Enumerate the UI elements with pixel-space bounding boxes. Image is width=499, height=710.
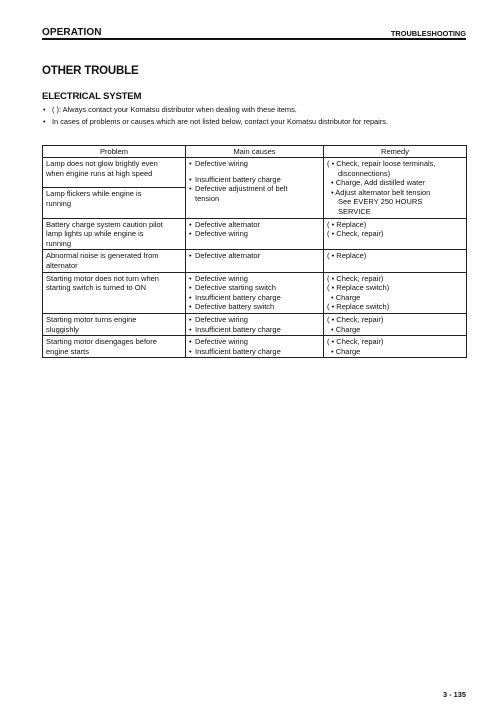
cause-line: • Insufficient battery charge: [189, 174, 281, 184]
table-row: [43, 158, 467, 188]
troubleshooting-table: [42, 145, 467, 358]
note-item: [42, 116, 472, 128]
page-header: [42, 24, 466, 40]
table-row: [43, 313, 467, 335]
remedy-cell: ( • Replace) ( • Check, repair): [324, 218, 467, 250]
remedy-cell: ( • Check, repair) • Charge: [324, 313, 467, 335]
column-header: Main causes: [186, 146, 324, 158]
problem-cell: [43, 158, 186, 188]
table-row: [43, 336, 467, 358]
table-header-row: [43, 146, 467, 158]
chapter-title: TROUBLESHOOTING: [390, 29, 466, 38]
problem-line: when engine runs at high speed: [46, 168, 153, 178]
remedy-line: SERVICE: [338, 206, 371, 216]
problem-line: Lamp flickers while engine is: [46, 189, 142, 199]
bullet: •: [43, 105, 46, 114]
remedy-cell: ( • Check, repair) • Charge: [324, 336, 467, 358]
remedy-line: See EVERY 250 HOURS: [338, 197, 423, 207]
remedy-line: disconnections): [338, 168, 391, 178]
note-item: [42, 104, 472, 116]
header-rule: [42, 38, 466, 40]
table-row: [43, 218, 467, 250]
problem-line: Lamp does not glow brightly even: [46, 159, 158, 168]
problem-cell: Battery charge system caution pilot lamp lights up while engine is running: [43, 218, 186, 250]
cause-line: tension: [195, 193, 220, 203]
problem-cell: [43, 188, 186, 218]
problem-cell: Abnormal noise is generated from alternator: [43, 250, 186, 272]
cause-line: • Defective adjustment of belt: [189, 184, 288, 194]
remedy-cell: ( • Check, repair) ( • Replace switch) • Charge ( • Replace switch): [324, 272, 467, 313]
problem-cell: Starting motor turns engine sluggishly: [43, 313, 186, 335]
problem-cell: Starting motor disengages before engine starts: [43, 336, 186, 358]
causes-cell: • Defective wiring • Insufficient battery charge: [186, 336, 324, 358]
remedy-cell: [324, 158, 467, 219]
table-row: [43, 272, 467, 313]
remedy-line: ( • Check, repair loose terminals,: [327, 159, 436, 168]
problem-cell: Starting motor does not turn when starting switch is turned to ON: [43, 272, 186, 313]
page-number: 3 - 135: [442, 690, 466, 699]
column-header: Remedy: [324, 146, 467, 158]
causes-cell: [186, 158, 324, 219]
column-header: Problem: [43, 146, 186, 158]
cause-line: • Defective wiring: [189, 159, 248, 168]
table-row: [43, 250, 467, 272]
problem-line: running: [46, 198, 72, 208]
causes-cell: • Defective alternator: [186, 250, 324, 272]
remedy-cell: ( • Replace): [324, 250, 467, 272]
remedy-line: • Charge, Add distilled water: [331, 178, 425, 188]
causes-cell: • Defective wiring • Defective starting switch • Insufficient battery charge • Defective battery switch: [186, 272, 324, 313]
remedy-line: • Adjust alternator belt tension: [331, 187, 431, 197]
note-text: In cases of problems or causes which are not listed below, contact your Komatsu distributor for repairs.: [52, 117, 389, 126]
notes-list: [42, 104, 472, 128]
page-title: OTHER TROUBLE: [42, 65, 139, 77]
section-title: OPERATION: [42, 27, 102, 38]
bullet: •: [43, 117, 46, 126]
note-text: ( ): Always contact your Komatsu distributor when dealing with these items.: [52, 105, 297, 114]
section-subtitle: ELECTRICAL SYSTEM: [42, 91, 142, 102]
causes-cell: • Defective wiring • Insufficient battery charge: [186, 313, 324, 335]
causes-cell: • Defective alternator • Defective wiring: [186, 218, 324, 250]
